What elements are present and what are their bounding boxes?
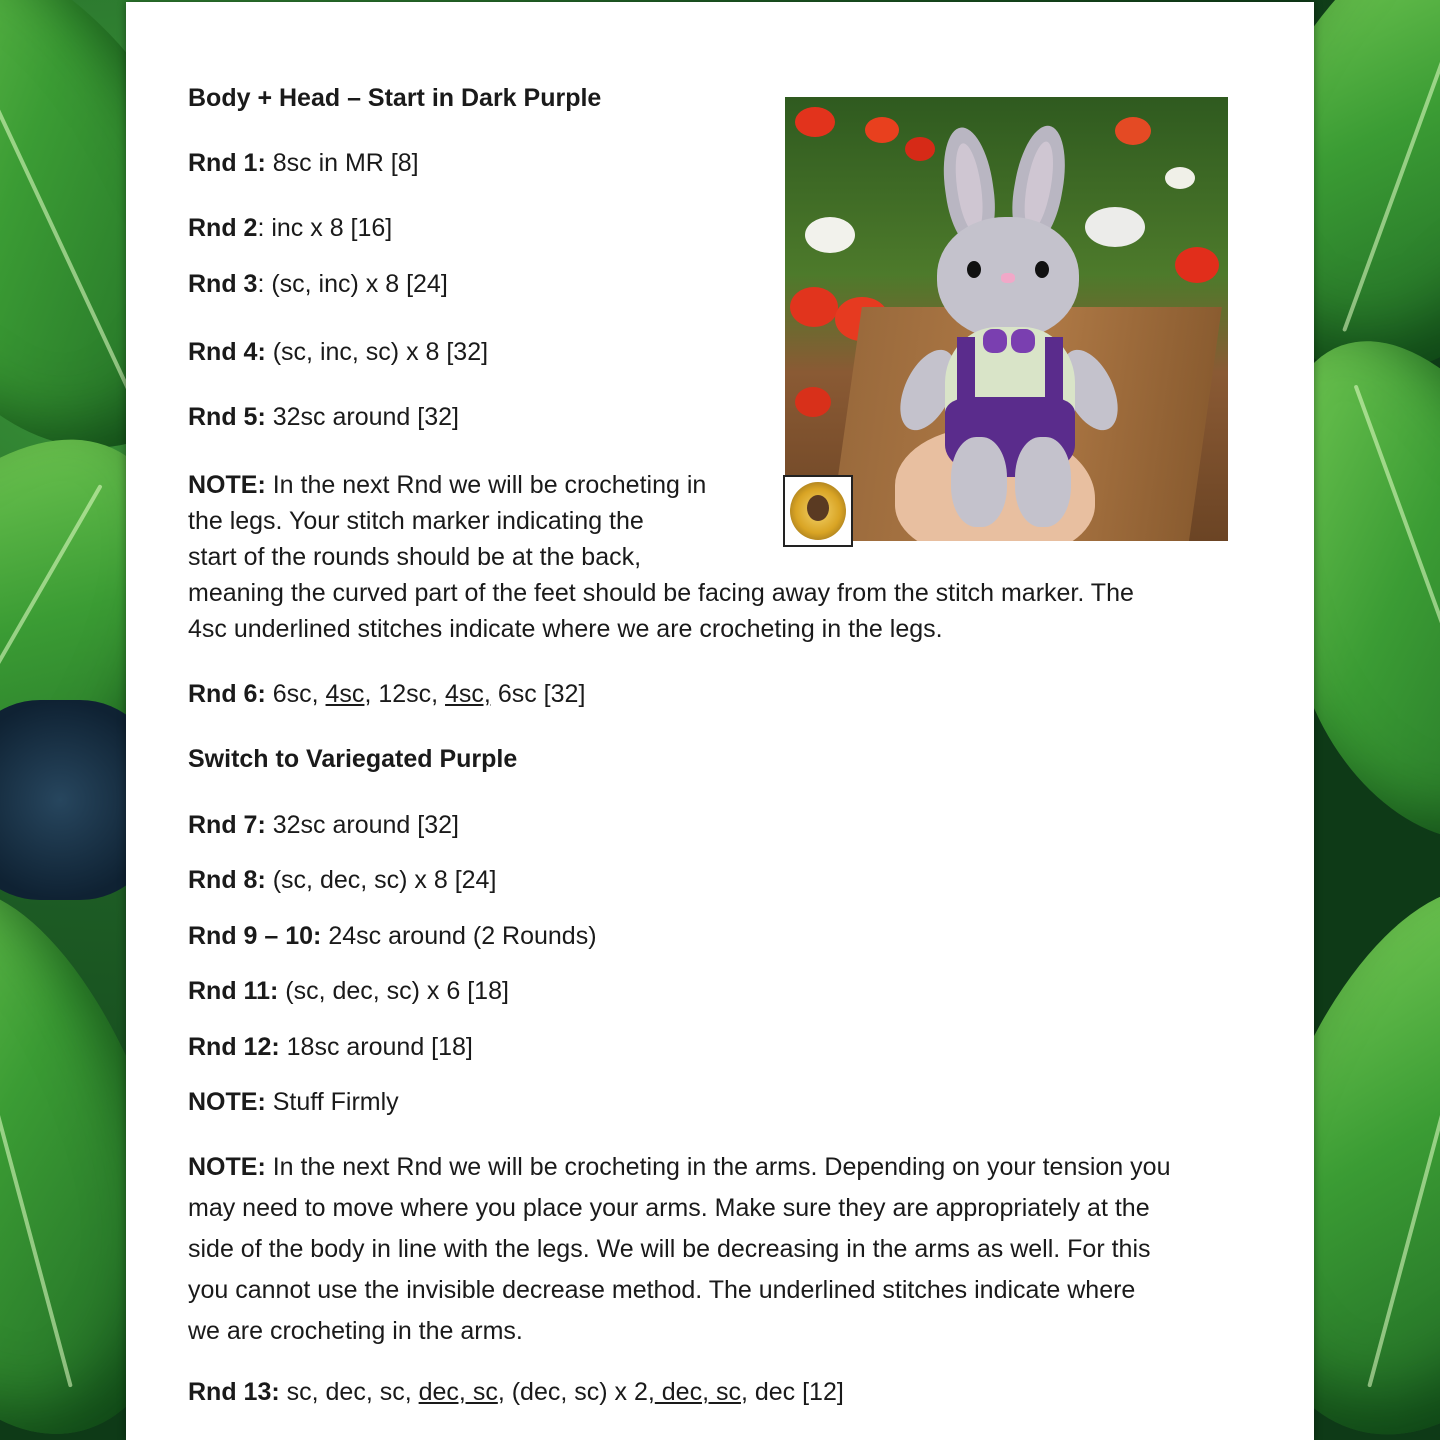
note-arms-line-4: you cannot use the invisible decrease method. The underlined stitches indicate where — [188, 1276, 1136, 1304]
round-7: Rnd 7: 32sc around [32] — [188, 811, 459, 839]
note-stuff: NOTE: Stuff Firmly — [188, 1088, 399, 1116]
round-9-10: Rnd 9 – 10: 24sc around (2 Rounds) — [188, 922, 597, 950]
section-heading: Body + Head – Start in Dark Purple — [188, 84, 602, 112]
note-legs-line-1: NOTE: In the next Rnd we will be crocheting in — [188, 471, 707, 499]
round-5: Rnd 5: 32sc around [32] — [188, 403, 459, 431]
creator-logo-icon — [783, 475, 853, 547]
note-arms-line-2: may need to move where you place your arms. Make sure they are appropriately at the — [188, 1194, 1150, 1222]
round-1: Rnd 1: 8sc in MR [8] — [188, 149, 419, 177]
note-arms-line-1: NOTE: In the next Rnd we will be crocheting in the arms. Depending on your tension you — [188, 1153, 1171, 1181]
round-2: Rnd 2: inc x 8 [16] — [188, 214, 393, 242]
note-legs-line-3: start of the rounds should be at the back, — [188, 543, 642, 571]
pattern-page — [126, 2, 1314, 1440]
round-3: Rnd 3: (sc, inc) x 8 [24] — [188, 270, 448, 298]
note-arms-line-3: side of the body in line with the legs. We will be decreasing in the arms as well. For this — [188, 1235, 1151, 1263]
round-4: Rnd 4: (sc, inc, sc) x 8 [32] — [188, 338, 489, 366]
note-legs-line-5: 4sc underlined stitches indicate where we are crocheting in the legs. — [188, 615, 943, 643]
switch-color-heading: Switch to Variegated Purple — [188, 745, 518, 773]
note-arms-line-5: we are crocheting in the arms. — [188, 1317, 523, 1345]
round-12: Rnd 12: 18sc around [18] — [188, 1033, 473, 1061]
note-legs-line-2: the legs. Your stitch marker indicating the — [188, 507, 644, 535]
round-11: Rnd 11: (sc, dec, sc) x 6 [18] — [188, 977, 509, 1005]
note-legs-line-4: meaning the curved part of the feet should be facing away from the stitch marker. The — [188, 579, 1134, 607]
round-13: Rnd 13: sc, dec, sc, dec, sc, (dec, sc) x 2, dec, sc, dec [12] — [188, 1378, 844, 1406]
round-6: Rnd 6: 6sc, 4sc, 12sc, 4sc, 6sc [32] — [188, 680, 586, 708]
round-8: Rnd 8: (sc, dec, sc) x 8 [24] — [188, 866, 497, 894]
